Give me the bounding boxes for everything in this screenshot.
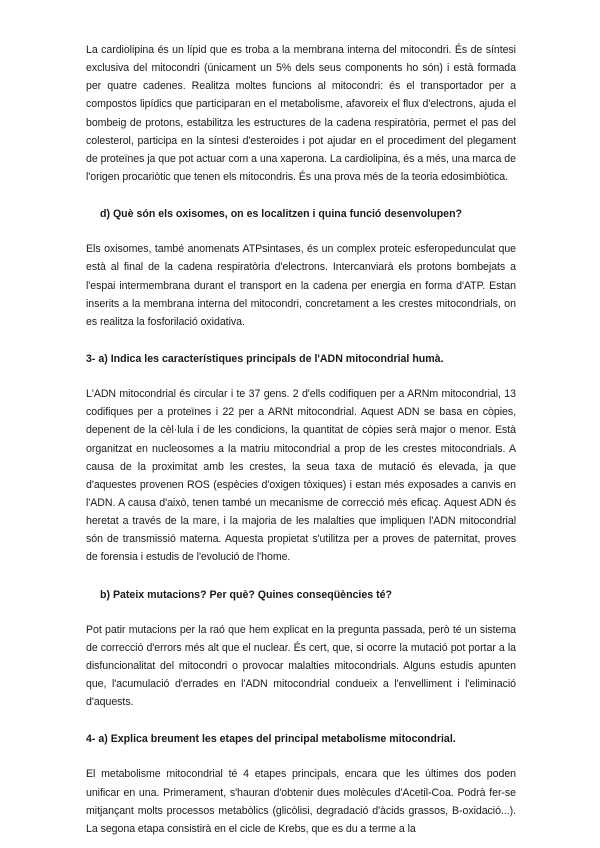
- paragraph-metabolisme: El metabolisme mitocondrial té 4 etapes principals, encara que les últimes dos poden unificar en una. Primerament, s'hauran d'obtenir dues molècules d'Acetil-Coa. Podrà fer-se mitjançant molts processos metabòlics (glicòlisi, degradació d'àcids grassos, B-oxidació...). La segona etapa consistirà en el cicle de Krebs, que es du a terme a la: [86, 768, 516, 835]
- question-3b-mutacions: b) Pateix mutacions? Per què? Quines conseqüències té?: [100, 588, 392, 601]
- paragraph-oxisomes: Els oxisomes, també anomenats ATPsintases, és un complex proteic esferopedunculat que està al final de la cadena respiratòria d'electrons. Intercanviarà els protons bombejats a l'espai intermembrana durant el transport en la cadena per energia en forma d'ATP. Estan inserits a la membrana interna del mitocondri, concretament a les crestes mitocondrials, on es realitza la fosforilació oxidativa.: [86, 243, 516, 328]
- question-d-oxisomes: d) Què són els oxisomes, on es localitzen i quina funció desenvolupen?: [100, 208, 463, 221]
- document-page: [86, 41, 516, 838]
- paragraph-adn-mitocondrial: L'ADN mitocondrial és circular i te 37 gens. 2 d'ells codifiquen per a ARNm mitocondrial, 13 codifiques per a proteïnes i 22 per a ARNt mitocondrial. Aquest ADN se basa en còpies, depenent de la cèl·lula i de les condicions, la quantitat de còpies serà major o menor. Està organitzat en nucleosomes a la matriu mitocondrial a prop de les crestes mitocondrials. A causa de la proximitat amb les crestes, la seua taxa de mutació és elevada, ja que d'aquestes provenen ROS (espècies d'oxigen tòxiques) i estan més exposades a canvis en l'ADN. A causa d'això, tenen també un mecanisme de correcció més eficaç. Aquest ADN és heretat a través de la mare, i la majoria de les malalties que impliquen l'ADN mitocondrial són de transmissió materna. Aquesta propietat s'utilitza per a proves de paternitat, proves de forensia i estudis de l'evolució de l'home.: [86, 388, 516, 564]
- question-3a-adn-mitocondrial: 3- a) Indica les característiques principals de l'ADN mitocondrial humà.: [86, 353, 444, 366]
- paragraph-mutacions: Pot patir mutacions per la raó que hem explicat en la pregunta passada, però té un sistema de correcció d'errors més alt que el nuclear. És cert, que, si ocorre la mutació pot portar a la disfuncionalitat del mitocondri o provocar malalties mitocondrials. Alguns estudis apunten que, l'acumulació d'errades en l'ADN mitocondrial condueix a l'envelliment i l'eliminació d'aquests.: [86, 623, 516, 709]
- question-4a-metabolisme: 4- a) Explica breument les etapes del principal metabolisme mitocondrial.: [86, 733, 456, 746]
- paragraph-cardiolipina: La cardiolipina és un lípid que es troba a la membrana interna del mitocondri. És de síntesi exclusiva del mitocondri (únicament un 5% dels seus components ho són) i està formada per quatre cadenes. Realitza moltes funcions al mitocondri: és el transportador per a compostos lipídics que participaran en el metabolisme, afavoreix el flux d'electrons, ajuda el bombeig de protons, estabilitza les estructures de la cadena respiratòria, permet el pas del colesterol, participa en la síntesi d'esteroides i pot ajudar en el procediment del plegament de proteïnes ja que pot actuar com a una xaperona. La cardiolipina, és a més, una marca de l'origen procariòtic que tenen els mitocondris. És una prova més de la teoria edosimbiòtica.: [86, 44, 516, 184]
